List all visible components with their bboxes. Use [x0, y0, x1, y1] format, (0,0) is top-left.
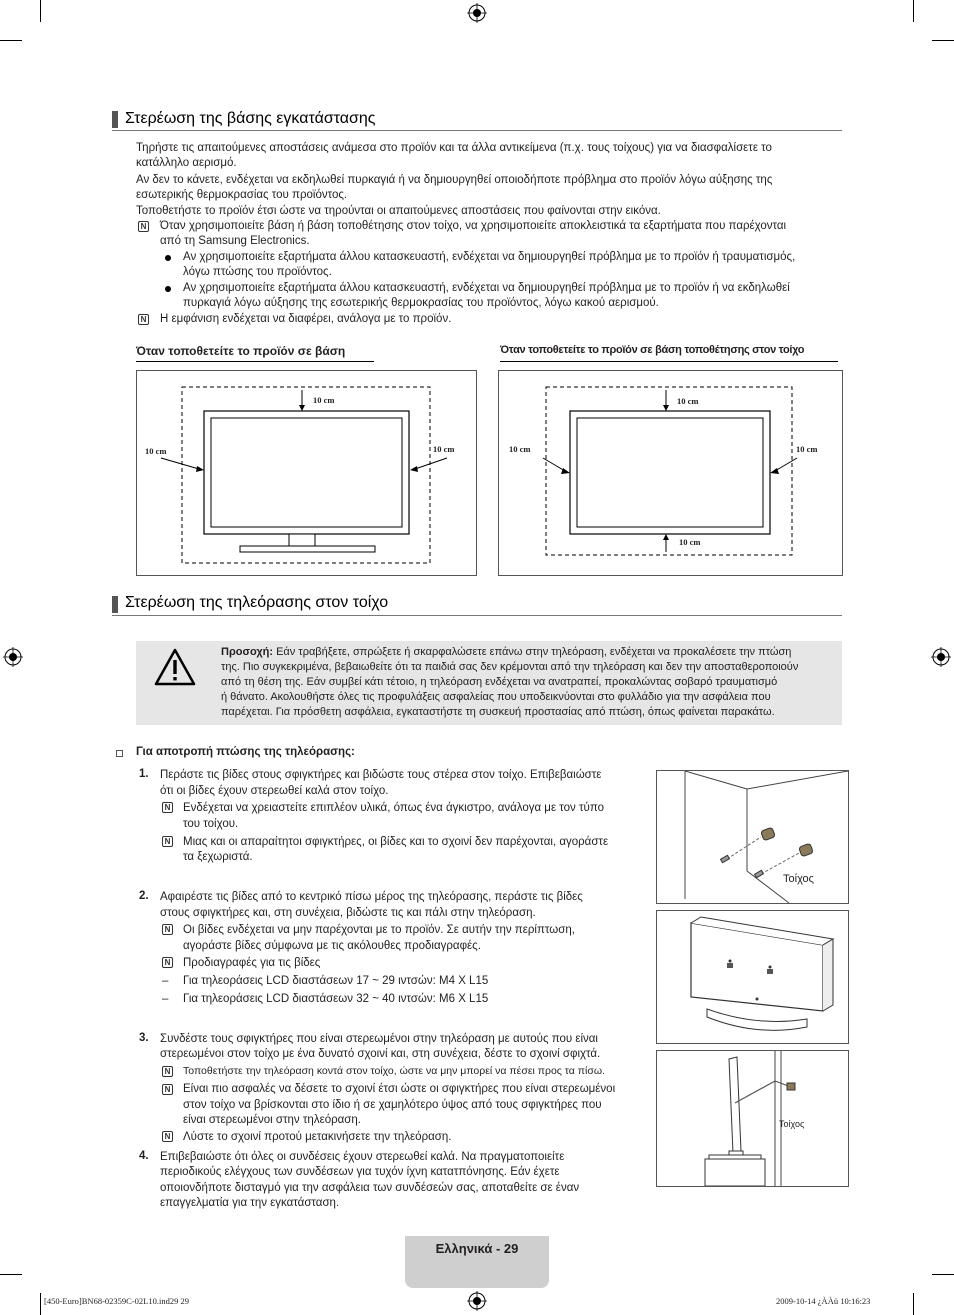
note-icon: N: [162, 924, 173, 935]
note-icon: N: [138, 314, 149, 325]
wall-clamp-figure: [656, 770, 849, 904]
note-icon: N: [162, 957, 173, 968]
figure-caption-wall-mount: Όταν τοποθετείτε το προϊόν σε βάση τοποθέτησης στον τοίχο: [500, 344, 805, 356]
step-number: 3.: [139, 1032, 149, 1044]
bullet-icon: [165, 255, 171, 261]
tv-back-illustration: [657, 911, 848, 1043]
clearance-label: 10 cm: [796, 444, 818, 454]
step-number: 4.: [139, 1150, 149, 1162]
paragraph: Τηρήστε τις απαιτούμενες αποστάσεις ανάμεσα στο προϊόν και τα άλλα αντικείμενα (π.χ. τους τοίχους) για να διασφαλίσετε το: [136, 142, 772, 154]
note-text: τα ξεχωριστά.: [183, 851, 253, 863]
section-marker: [112, 111, 118, 128]
tv-tied-to-wall-figure: [656, 1050, 849, 1187]
note-text: Είναι πιο ασφαλές να δέσετε το σχοινί έτσι ώστε οι σφιγκτήρες που είναι στερεωμένοι: [183, 1083, 616, 1095]
note-text: Μιας και οι απαραίτητοι σφιγκτήρες, οι βίδες και το σχοινί δεν παρέχονται, αγοράστε: [183, 836, 609, 848]
bullet-text: πυρκαγιά λόγω αύξησης της εσωτερικής θερμοκρασίας του προϊόντος, λόγω κακού αερισμού.: [183, 297, 659, 309]
spec-item: Για τηλεοράσεις LCD διαστάσεων 32 ~ 40 ιντσών: M6 X L15: [183, 993, 489, 1005]
bullet-text: Αν χρησιμοποιείτε εξαρτήματα άλλου κατασκευαστή, ενδέχεται να δημιουργηθεί πρόβλημα με το προϊόν ή να εκδηλωθεί: [183, 282, 790, 294]
paragraph: εσωτερικής θερμοκρασίας του προϊόντος.: [136, 189, 348, 201]
note-icon: N: [162, 1131, 173, 1142]
page-number-tab: Ελληνικά - 29: [405, 1236, 549, 1288]
note-text: στον τοίχο να βρίσκονται στο ίδιο ή σε χαμηλότερο ύψος από τους σφιγκτήρες που: [183, 1099, 602, 1111]
print-timestamp: 2009-10-14 ¿ÀÀü 10:16:23: [776, 1296, 871, 1306]
paragraph: κατάλληλο αερισμό.: [136, 157, 237, 169]
note-icon: N: [162, 802, 173, 813]
step-text: επαγγελματία για την εγκατάσταση.: [160, 1197, 340, 1209]
step-text: Αφαιρέστε τις βίδες από το κεντρικό πίσω μέρος της τηλεόρασης, περάστε τις βίδες: [160, 891, 583, 903]
warning-text: ή θάνατο. Ακολουθήστε όλες τις προφυλάξεις ασφαλείας που υποδεικνύονται στο φυλλάδιο για την ασφάλεια που: [221, 691, 771, 703]
dash-icon: –: [162, 975, 169, 987]
note-text: Λύστε το σχοινί προτού μετακινήσετε την τηλεόραση.: [183, 1131, 452, 1143]
wall-label: Τοίχος: [783, 873, 814, 885]
step-text: Επιβεβαιώστε ότι όλες οι συνδέσεις έχουν στερεωθεί καλά. Να πραγματοποιείτε: [160, 1151, 565, 1163]
note-text: Προδιαγραφές για τις βίδες: [183, 957, 321, 969]
wall-label: Τοίχος: [779, 1119, 805, 1129]
trim-mark: [0, 40, 22, 41]
trim-mark: [40, 0, 41, 22]
clearance-label: 10 cm: [313, 395, 335, 405]
paragraph: Τοποθετήστε το προϊόν έτσι ώστε να τηρούνται οι απαιτούμενες αποστάσεις που φαίνονται στην εικόνα.: [136, 205, 661, 217]
bullet-text: λόγω πτώσης του προϊόντος.: [183, 266, 332, 278]
tv-on-wall-illustration: [499, 371, 842, 575]
note-text: Οι βίδες ενδέχεται να μην παρέχονται με το προϊόν. Σε αυτήν την περίπτωση,: [183, 924, 575, 936]
step-text: οποιονδήποτε δισταγμό για την ασφάλεια των συνδέσεών σας, αποταθείτε σε έναν: [160, 1182, 580, 1194]
tv-on-stand-illustration: [137, 371, 476, 575]
wall-mount-clearance-figure: [498, 370, 843, 576]
warning-label: Προσοχή:: [221, 646, 274, 658]
note-text: Η εμφάνιση ενδέχεται να διαφέρει, ανάλογα με το προϊόν.: [160, 313, 452, 325]
note-text: από τη Samsung Electronics.: [160, 235, 310, 247]
section-divider: [112, 130, 842, 131]
section-title: Στερέωση της τηλεόρασης στον τοίχο: [125, 594, 389, 611]
step-text: Περάστε τις βίδες στους σφιγκτήρες και βιδώστε τους στέρεα στον τοίχο. Επιβεβαιώστε: [160, 769, 602, 781]
registration-mark-icon: [467, 3, 487, 23]
tv-back-clamp-figure: [656, 910, 849, 1044]
section-marker: [112, 596, 118, 613]
warning-text: παρέχεται. Για πρόσθετη ασφάλεια, εγκαταστήστε τη συσκευή προστασίας από πτώση, όπως φαίνεται παρακάτω.: [221, 706, 775, 718]
spec-item: Για τηλεοράσεις LCD διαστάσεων 17 ~ 29 ιντσών: M4 X L15: [183, 975, 489, 987]
trim-mark: [932, 40, 954, 41]
registration-mark-icon: [467, 1291, 487, 1311]
warning-triangle-icon: [154, 648, 196, 686]
dash-icon: –: [162, 993, 169, 1005]
registration-mark-icon: [931, 647, 951, 667]
note-text: του τοίχου.: [183, 818, 239, 830]
print-slug: [450-Euro]BN68-02359C-02L10.ind29 29: [44, 1296, 189, 1306]
caption-underline: [136, 361, 374, 362]
tv-side-tied-illustration: [657, 1051, 848, 1186]
registration-mark-icon: [3, 647, 23, 667]
procedure-title: Για αποτροπή πτώσης της τηλεόρασης:: [136, 746, 355, 758]
note-text: Ενδέχεται να χρειαστείτε επιπλέον υλικά, όπως ένα άγκιστρο, ανάλογα με τον τύπο: [183, 802, 604, 814]
note-icon: N: [138, 221, 149, 232]
section-title: Στερέωση της βάσης εγκατάστασης: [125, 110, 376, 127]
clearance-label: 10 cm: [509, 444, 531, 454]
step-text: περιοδικούς ελέγχους των συνδέσεων για τυχόν ίχνη κατατπόνησης. Εάν έχετε: [160, 1166, 560, 1178]
note-text: αγοράστε βίδες σύμφωνα με τις ακόλουθες προδιαγραφές.: [183, 940, 481, 952]
clearance-label: 10 cm: [145, 446, 167, 456]
section-divider: [112, 615, 842, 616]
wall-clamps-illustration: [657, 771, 848, 903]
warning-text: Εάν τραβήξετε, σπρώξετε ή σκαρφαλώσετε επάνω στην τηλεόραση, ενδέχεται να προκαλέσετε την πτώση: [276, 646, 792, 658]
note-icon: N: [162, 836, 173, 847]
square-bullet-icon: [116, 750, 123, 757]
note-text: Τοποθετήστε την τηλεόραση κοντά στον τοίχο, ώστε να μην μπορεί να πέσει προς τα πίσω.: [183, 1065, 605, 1077]
warning-text: από τη θέση της. Εάν συμβεί κάτι τέτοιο, η τηλεόραση ενδέχεται να ανατραπεί, προκαλώντας σοβαρό τραυματισμό: [221, 676, 778, 688]
note-icon: N: [162, 1084, 173, 1095]
paragraph: Αν δεν το κάνετε, ενδέχεται να εκδηλωθεί πυρκαγιά ή να δημιουργηθεί οποιοδήποτε πρόβλημα στο προϊόν λόγω αύξησης της: [136, 174, 773, 186]
note-text: είναι στερεωμένοι στην τηλεόραση.: [183, 1114, 361, 1126]
clearance-label: 10 cm: [433, 444, 455, 454]
step-text: ότι οι βίδες έχουν στερεωθεί καλά στον τοίχο.: [160, 785, 389, 797]
caption-underline: [500, 361, 838, 362]
step-number: 1.: [139, 768, 149, 780]
bullet-text: Αν χρησιμοποιείτε εξαρτήματα άλλου κατασκευαστή, ενδέχεται να δημιουργηθεί πρόβλημα με το προϊόν ή τραυματισμός,: [183, 251, 796, 263]
clearance-label: 10 cm: [677, 396, 699, 406]
bullet-icon: [165, 286, 171, 292]
step-text: στους σφιγκτήρες και, στη συνέχεια, βιδώστε τις και πάλι στην τηλεόραση.: [160, 907, 536, 919]
clearance-label: 10 cm: [679, 537, 701, 547]
step-number: 2.: [139, 890, 149, 902]
warning-text: της. Πιο συγκεκριμένα, βεβαιωθείτε ότι τα παιδιά σας δεν κρέμονται από την τηλεόραση και δεν την αποσταθεροποιούν: [221, 661, 799, 673]
step-text: Συνδέστε τους σφιγκτήρες που είναι στερεωμένοι στην τηλεόραση με αυτούς που είναι: [160, 1033, 598, 1045]
trim-mark: [913, 1293, 914, 1315]
trim-mark: [40, 1293, 41, 1315]
trim-mark: [0, 1274, 22, 1275]
stand-clearance-figure: [136, 370, 477, 576]
figure-caption-stand: Όταν τοποθετείτε το προϊόν σε βάση: [136, 344, 346, 358]
note-text: Όταν χρησιμοποιείτε βάση ή βάση τοποθέτησης στον τοίχο, να χρησιμοποιείτε αποκλειστικά τα εξαρτήματα που παρέχονται: [160, 220, 787, 232]
trim-mark: [913, 0, 914, 22]
step-text: στερεωμένοι στον τοίχο με ένα δυνατό σχοινί και, στη συνέχεια, δέστε το σχοινί σφιχτά.: [160, 1048, 601, 1060]
warning-box: [136, 641, 842, 725]
note-icon: N: [162, 1066, 173, 1077]
trim-mark: [932, 1274, 954, 1275]
